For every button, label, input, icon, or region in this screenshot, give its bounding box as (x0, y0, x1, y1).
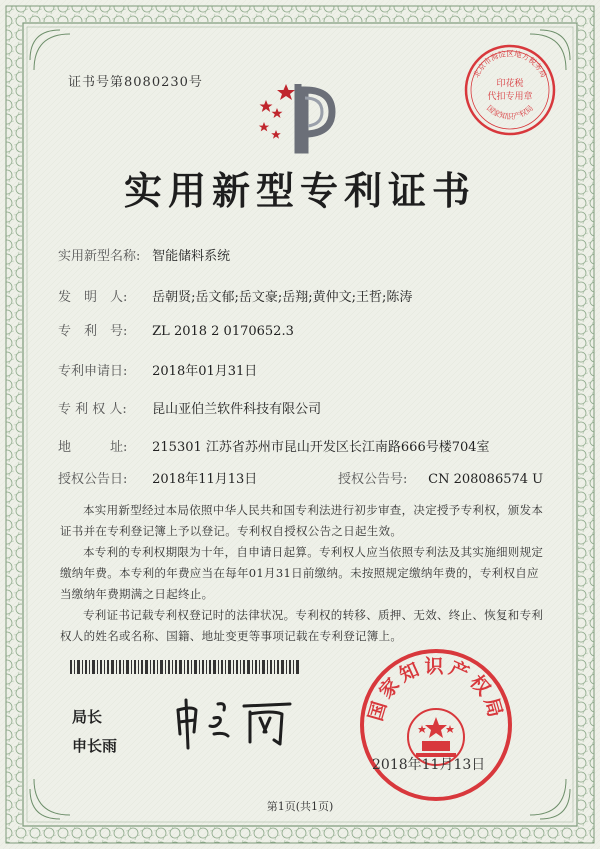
field-filing-date (58, 360, 257, 379)
field-value: 215301 江苏省苏州市昆山开发区长江南路666号楼704室 (152, 440, 490, 455)
field-value: 2018年11月13日 (152, 472, 258, 487)
field-utility-model-name (58, 245, 230, 264)
cnipa-logo-icon (248, 70, 348, 154)
paragraph: 专利证书记载专利权登记时的法律状况。专利权的转移、质押、无效、终止、恢复和专利权人的姓名或名称、国籍、地址变更等事项记载在专利登记簿上。 (60, 608, 544, 643)
field-value: 岳朝贤;岳文郁;岳文豪;岳翔;黄仲文;王哲;陈涛 (152, 290, 413, 305)
field-grant-date (58, 468, 257, 487)
field-label: 授权公告日: (58, 472, 128, 487)
paragraph: 本实用新型经过本局依照中华人民共和国专利法进行初步审查，决定授予专利权，颁发本证书并在专利登记簿上予以登记。专利权自授权公告之日起生效。 (60, 503, 544, 538)
svg-text:北京市海淀区地方税务局: 北京市海淀区地方税务局 (471, 49, 549, 80)
director-name: 申长雨 (72, 737, 118, 755)
certificate-number: 证书号第8080230号 (68, 75, 203, 90)
seal-date: 2018年11月13日 (372, 757, 486, 773)
field-label: 地 址: (58, 440, 128, 455)
certificate-body (60, 500, 550, 647)
svg-text:国家知识产权局: 国家知识产权局 (485, 103, 535, 121)
field-value: ZL 2018 2 0170652.3 (152, 324, 294, 339)
field-label: 专 利 号: (58, 324, 128, 339)
field-label: 实用新型名称: (58, 249, 141, 264)
svg-text:代扣专用章: 代扣专用章 (487, 92, 533, 102)
field-label: 专 利 权 人: (58, 402, 127, 417)
barcode-icon (70, 660, 300, 674)
director-title: 局长 (72, 708, 103, 726)
field-label: 专利申请日: (58, 364, 128, 379)
field-grant-number (338, 468, 543, 487)
field-value: 2018年01月31日 (152, 364, 258, 379)
field-address (58, 436, 490, 455)
certificate-title: 实用新型专利证书 (123, 168, 476, 213)
director-signature-icon (170, 692, 300, 752)
field-label: 授权公告号: (338, 472, 408, 487)
field-patent-number (58, 320, 294, 339)
tax-stamp-icon (462, 42, 558, 138)
svg-text:国家知识产权局: 国家知识产权局 (364, 655, 508, 724)
field-value: CN 208086574 U (428, 472, 544, 487)
field-inventors (58, 286, 412, 305)
field-label: 发 明 人: (58, 290, 128, 305)
page-number: 第1页(共1页) (266, 800, 334, 813)
cnipa-seal-icon (356, 645, 516, 805)
svg-text:印花税: 印花税 (496, 79, 524, 89)
field-value: 昆山亚伯兰软件科技有限公司 (152, 402, 322, 417)
field-patentee (58, 398, 321, 417)
paragraph: 本专利的专利权期限为十年，自申请日起算。专利权人应当依照专利法及其实施细则规定缴纳年费。本专利的年费应当在每年01月31日前缴纳。未按照规定缴纳年费的，专利权自应当缴纳年费期满之日起终止。 (60, 545, 544, 601)
field-value: 智能储料系统 (152, 249, 231, 264)
